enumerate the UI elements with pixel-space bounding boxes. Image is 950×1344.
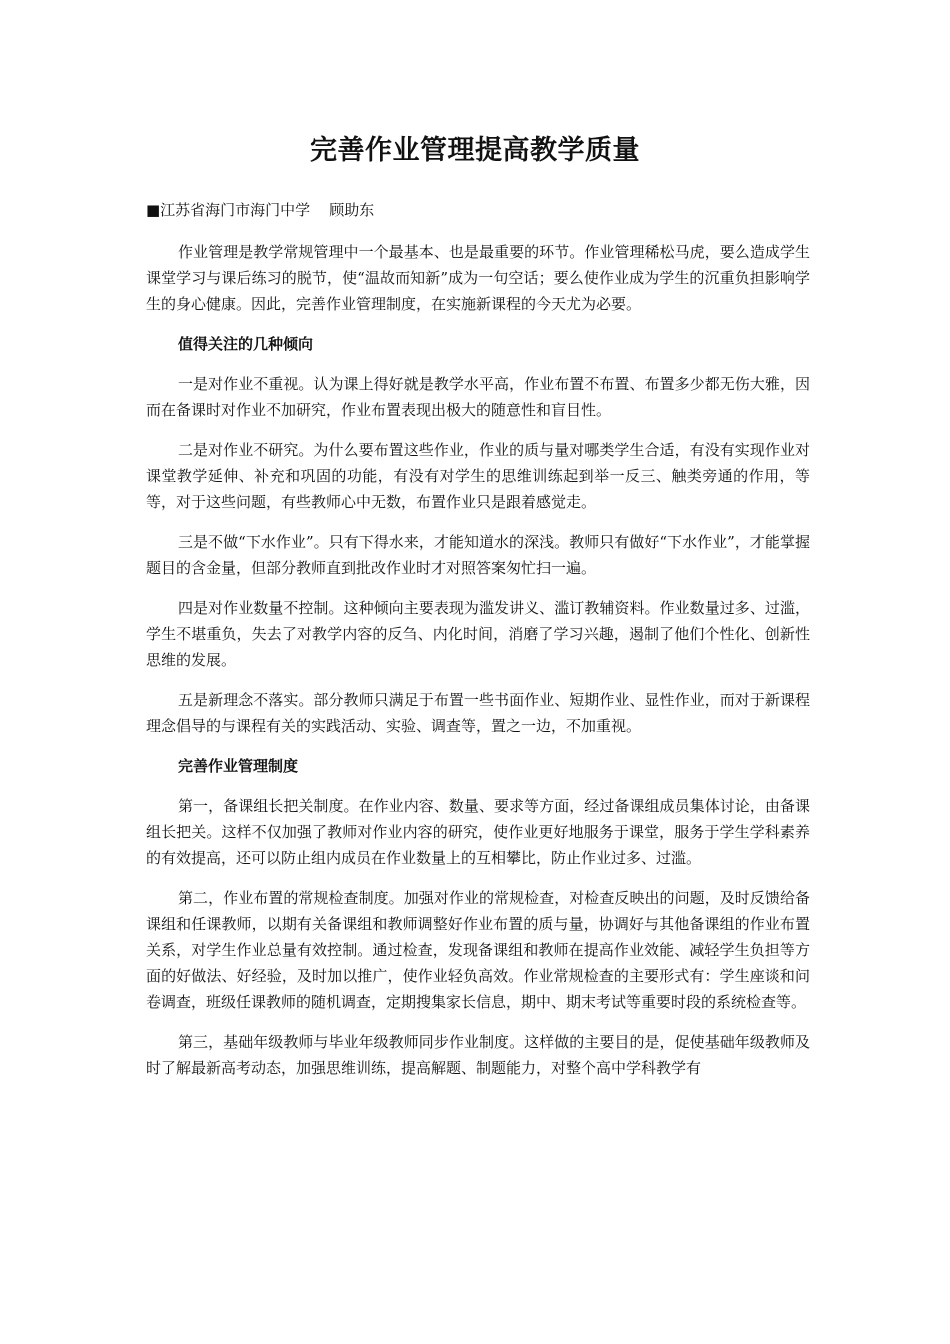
author-byline: ■江苏省海门市海门中学 顾助东 (146, 201, 375, 219)
intro-paragraph: 作业管理是教学常规管理中一个最基本、也是最重要的环节。作业管理稀松马虎，要么造成学生课堂学习与课后练习的脱节，使“温故而知新”成为一句空话；要么使作业成为学生的沉重负担影响学生的身心健康。因此，完善作业管理制度，在实施新课程的今天尤为必要。 (146, 243, 810, 313)
body-paragraph: 四是对作业数量不控制。这种倾向主要表现为滥发讲义、滥订教辅资料。作业数量过多、过滥，学生不堪重负，失去了对教学内容的反刍、内化时间，消磨了学习兴趣，遏制了他们个性化、创新性思维的发展。 (146, 599, 810, 669)
body-paragraph: 二是对作业不研究。为什么要布置这些作业，作业的质与量对哪类学生合适，有没有实现作业对课堂教学延伸、补充和巩固的功能，有没有对学生的思维训练起到举一反三、触类旁通的作用，等等，对于这些问题，有些教师心中无数，布置作业只是跟着感觉走。 (146, 441, 810, 511)
document-body (146, 239, 810, 1095)
document-title: 完善作业管理提高教学质量 (310, 135, 640, 166)
section-heading-tendencies: 值得关注的几种倾向 (178, 335, 314, 353)
body-paragraph: 第三，基础年级教师与毕业年级教师同步作业制度。这样做的主要目的是，促使基础年级教师及时了解最新高考动态，加强思维训练，提高解题、制题能力，对整个高中学科教学有 (146, 1033, 810, 1077)
body-paragraph: 第一，备课组长把关制度。在作业内容、数量、要求等方面，经过备课组成员集体讨论，由备课组长把关。这样不仅加强了教师对作业内容的研究，使作业更好地服务于课堂，服务于学生学科素养的有效提高，还可以防止组内成员在作业数量上的互相攀比，防止作业过多、过滥。 (146, 797, 810, 867)
body-paragraph: 一是对作业不重视。认为课上得好就是教学水平高，作业布置不布置、布置多少都无伤大雅，因而在备课时对作业不加研究，作业布置表现出极大的随意性和盲目性。 (146, 375, 810, 419)
section-heading-system: 完善作业管理制度 (178, 757, 299, 775)
body-paragraph: 三是不做“下水作业”。只有下得水来，才能知道水的深浅。教师只有做好“下水作业”，才能掌握题目的含金量，但部分教师直到批改作业时才对照答案匆忙扫一遍。 (146, 533, 810, 577)
body-paragraph: 第二，作业布置的常规检查制度。加强对作业的常规检查，对检查反映出的问题，及时反馈给备课组和任课教师，以期有关备课组和教师调整好作业布置的质与量，协调好与其他备课组的作业布置关系，对学生作业总量有效控制。通过检查，发现备课组和教师在提高作业效能、减轻学生负担等方面的好做法、好经验，及时加以推广，使作业轻负高效。作业常规检查的主要形式有：学生座谈和问卷调查，班级任课教师的随机调查，定期搜集家长信息，期中、期末考试等重要时段的系统检查等。 (146, 889, 810, 1011)
body-paragraph: 五是新理念不落实。部分教师只满足于布置一些书面作业、短期作业、显性作业，而对于新课程理念倡导的与课程有关的实践活动、实验、调查等，置之一边，不加重视。 (146, 691, 810, 735)
